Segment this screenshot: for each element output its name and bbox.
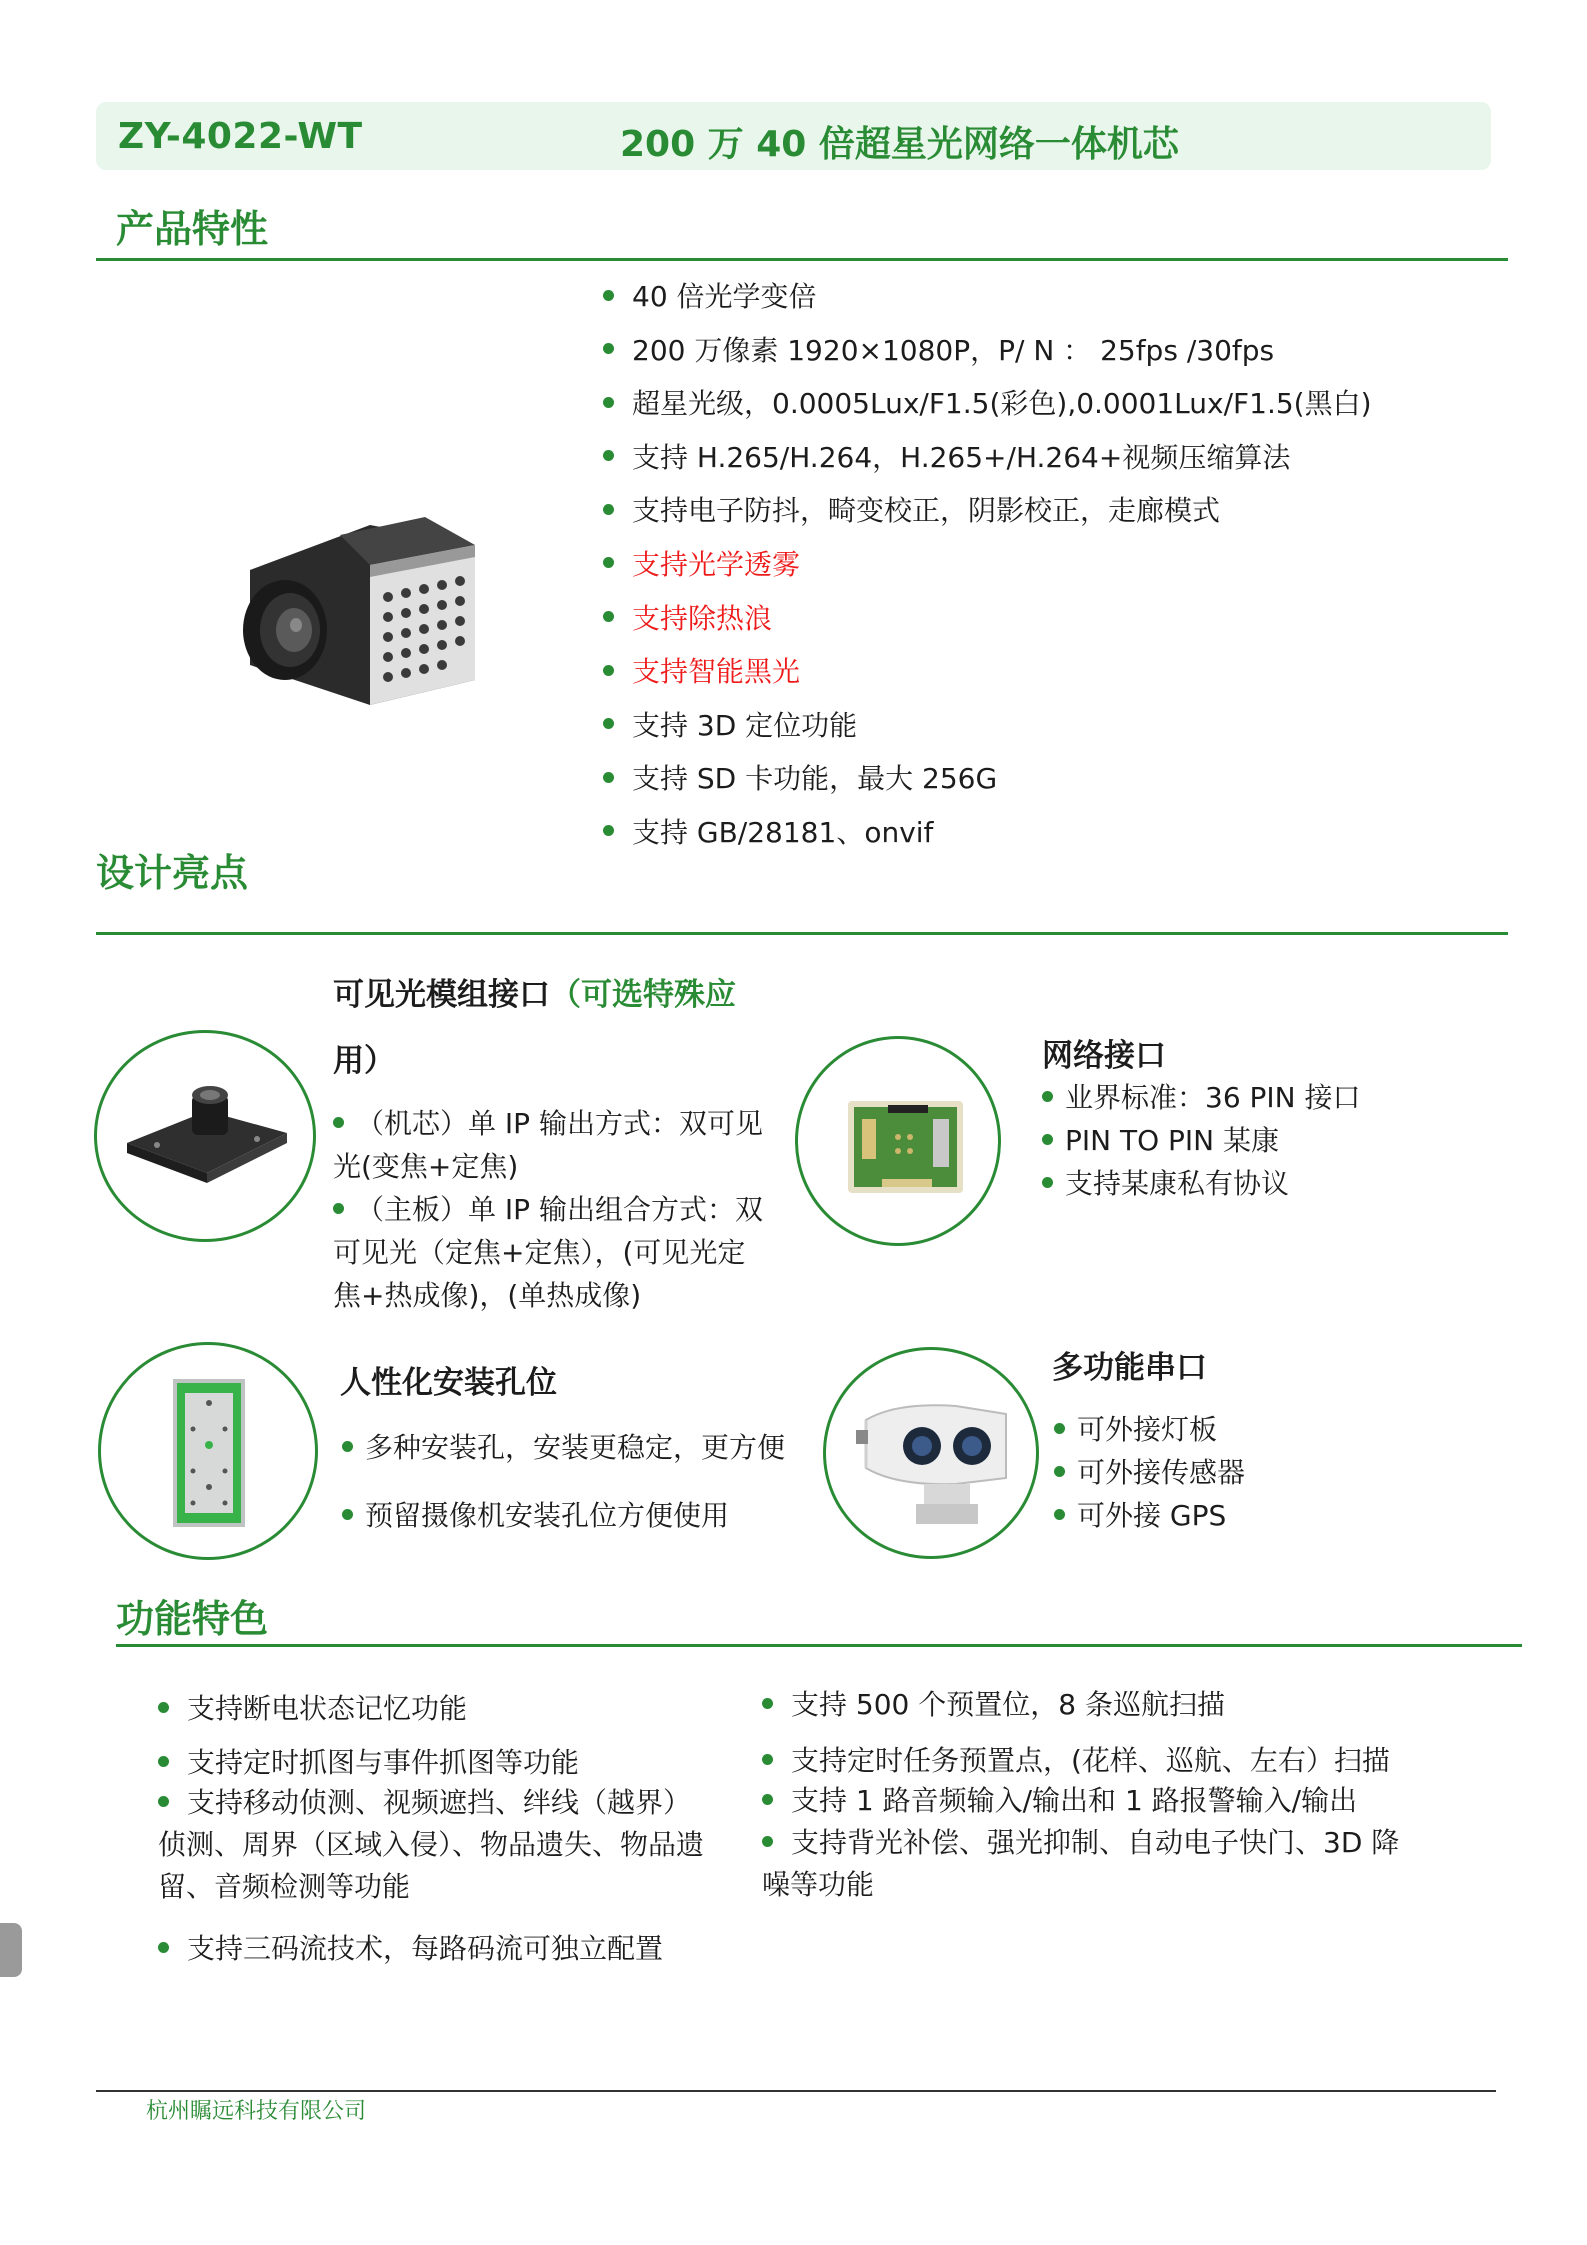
- feature-item: [603, 812, 1372, 866]
- bullet-icon: [603, 290, 614, 301]
- bullet-icon: [1042, 1177, 1053, 1188]
- mounting-item: [342, 1494, 812, 1537]
- visible-module-note: （可选特殊应: [550, 977, 736, 1013]
- function-item-text: 支持三码流技术，每路码流可独立配置: [187, 1932, 664, 1965]
- section-title-features: 产品特性: [116, 207, 269, 251]
- bullet-icon: [1054, 1509, 1065, 1520]
- visible-module-line: 可见光（定焦+定焦），(可见光定: [333, 1236, 746, 1269]
- feature-item: [603, 651, 1372, 705]
- function-item: [762, 1822, 1399, 1864]
- feature-text-highlight: 支持智能黑光: [632, 655, 801, 689]
- feature-text: 支持电子防抖，畸变校正，阴影校正，走廊模式: [632, 494, 1221, 528]
- function-item-text: 支持移动侦测、视频遮挡、绊线（越界）: [187, 1786, 692, 1819]
- network-item: [1042, 1119, 1462, 1162]
- function-item-text: 支持定时任务预置点，(花样、巡航、左右）扫描: [791, 1744, 1390, 1777]
- bullet-icon: [333, 1117, 344, 1128]
- mounting-item: [342, 1426, 812, 1494]
- bullet-icon: [158, 1702, 169, 1713]
- feature-item: [603, 276, 1372, 330]
- visible-module-note-cont: 用）: [333, 1043, 395, 1079]
- visible-module-line-text: （主板）单 IP 输出组合方式：双: [356, 1193, 763, 1226]
- feature-item: [603, 490, 1372, 544]
- mounting-title: 人性化安装孔位: [340, 1365, 557, 1401]
- network-item-text: 业界标准：36 PIN 接口: [1065, 1081, 1361, 1114]
- function-item: [158, 1782, 691, 1824]
- mounting-circle: [98, 1342, 318, 1560]
- feature-item: [603, 758, 1372, 812]
- feature-text: 超星光级，0.0005Lux/F1.5(彩色),0.0001Lux/F1.5(黑白): [632, 387, 1372, 421]
- feature-text-highlight: 支持除热浪: [632, 601, 773, 635]
- feature-item: [603, 544, 1372, 598]
- section-title-design: 设计亮点: [96, 851, 249, 895]
- network-list: [1042, 1076, 1462, 1205]
- mounting-list: [342, 1426, 812, 1537]
- function-item-text: 支持 1 路音频输入/输出和 1 路报警输入/输出: [791, 1784, 1358, 1817]
- function-item-text: 支持定时抓图与事件抓图等功能: [187, 1746, 580, 1779]
- bullet-icon: [603, 450, 614, 461]
- bullet-icon: [762, 1794, 773, 1805]
- interface-board-image: [798, 1039, 998, 1243]
- bullet-icon: [603, 611, 614, 622]
- network-item-text: 支持某康私有协议: [1065, 1167, 1290, 1200]
- visible-module-line-text: （机芯）单 IP 输出方式：双可见: [356, 1107, 763, 1140]
- network-item-text: PIN TO PIN 某康: [1065, 1124, 1280, 1157]
- bullet-icon: [603, 557, 614, 568]
- feature-text: 支持 GB/28181、onvif: [632, 815, 934, 849]
- function-item-cont: 留、音频检测等功能: [158, 1870, 411, 1903]
- bullet-icon: [1042, 1134, 1053, 1145]
- mounting-plate-image: [101, 1345, 315, 1557]
- bullet-icon: [1054, 1466, 1065, 1477]
- footer-rule: [96, 2090, 1496, 2092]
- feature-text-highlight: 支持光学透雾: [632, 547, 801, 581]
- bullet-icon: [603, 825, 614, 836]
- feature-text: 支持 3D 定位功能: [632, 708, 858, 742]
- feature-item: [603, 383, 1372, 437]
- product-title: 200 万 40 倍超星光网络一体机芯: [620, 124, 1179, 165]
- mounting-item-text: 预留摄像机安装孔位方便使用: [365, 1499, 730, 1532]
- network-title: 网络接口: [1042, 1038, 1166, 1074]
- serial-item-text: 可外接 GPS: [1077, 1499, 1227, 1532]
- bullet-icon: [603, 397, 614, 408]
- bullet-icon: [333, 1203, 344, 1214]
- serial-circle: [823, 1347, 1039, 1559]
- serial-title: 多功能串口: [1052, 1350, 1207, 1386]
- bullet-icon: [603, 504, 614, 515]
- serial-item-text: 可外接传感器: [1077, 1456, 1246, 1489]
- bullet-icon: [603, 718, 614, 729]
- board-camera-image: [97, 1033, 313, 1239]
- function-item-cont: 侦测、周界（区域入侵）、物品遗失、物品遗: [158, 1828, 705, 1861]
- bullet-icon: [342, 1509, 353, 1520]
- section-rule: [96, 258, 1508, 261]
- visible-module-title-text: 可见光模组接口: [333, 977, 550, 1013]
- function-item: [762, 1740, 1390, 1782]
- ptz-camera-image: [826, 1350, 1036, 1556]
- bullet-icon: [158, 1756, 169, 1767]
- visible-module-line: 光(变焦+定焦): [333, 1150, 519, 1183]
- section-rule: [116, 1644, 1522, 1647]
- bullet-icon: [603, 665, 614, 676]
- camera-module-image: [230, 505, 490, 710]
- bullet-icon: [762, 1698, 773, 1709]
- function-item-text: 支持背光补偿、强光抑制、自动电子快门、3D 降: [791, 1826, 1400, 1859]
- feature-item: [603, 598, 1372, 652]
- bullet-icon: [158, 1942, 169, 1953]
- function-item-cont: 噪等功能: [762, 1868, 875, 1901]
- mounting-item-text: 多种安装孔，安装更稳定，更方便: [365, 1431, 786, 1464]
- feature-text: 40 倍光学变倍: [632, 280, 817, 313]
- feature-list: [603, 276, 1372, 866]
- feature-item: [603, 705, 1372, 759]
- network-item: [1042, 1162, 1462, 1205]
- feature-item: [603, 330, 1372, 384]
- visible-module-circle: [94, 1030, 316, 1242]
- bullet-icon: [342, 1441, 353, 1452]
- serial-item-text: 可外接灯板: [1077, 1413, 1218, 1446]
- section-rule: [96, 932, 1508, 935]
- bullet-icon: [762, 1754, 773, 1765]
- function-item: [762, 1780, 1357, 1822]
- serial-item: [1054, 1451, 1434, 1494]
- function-item: [158, 1742, 579, 1784]
- feature-text: 支持 SD 卡功能，最大 256G: [632, 762, 998, 796]
- visible-module-line: 焦+热成像)，(单热成像): [333, 1279, 642, 1312]
- function-item: [762, 1684, 1225, 1726]
- function-item: [158, 1688, 467, 1730]
- feature-text: 支持 H.265/H.264，H.265+/H.264+视频压缩算法: [632, 440, 1291, 474]
- visible-module-text: [333, 1102, 773, 1317]
- function-item: [158, 1928, 663, 1970]
- bullet-icon: [603, 772, 614, 783]
- serial-item: [1054, 1408, 1434, 1451]
- bullet-icon: [762, 1836, 773, 1847]
- serial-item: [1054, 1494, 1434, 1537]
- visible-module-title: [333, 969, 736, 1014]
- feature-item: [603, 437, 1372, 491]
- section-title-functions: 功能特色: [116, 1597, 269, 1641]
- footer-company: 杭州瞩远科技有限公司: [146, 2099, 367, 2124]
- bullet-icon: [1042, 1091, 1053, 1102]
- network-item: [1042, 1076, 1462, 1119]
- bullet-icon: [1054, 1423, 1065, 1434]
- visible-module-line: [333, 1188, 773, 1231]
- bullet-icon: [158, 1796, 169, 1807]
- function-item-text: 支持断电状态记忆功能: [187, 1692, 468, 1725]
- feature-text: 200 万像素 1920×1080P，P/ N ： 25fps /30fps: [632, 333, 1275, 367]
- network-circle: [795, 1036, 1001, 1246]
- visible-module-line: [333, 1102, 773, 1145]
- function-item-text: 支持 500 个预置位，8 条巡航扫描: [791, 1688, 1225, 1721]
- model-number: ZY-4022-WT: [118, 116, 363, 157]
- page-tab: [0, 1923, 22, 1977]
- serial-list: [1054, 1408, 1434, 1537]
- bullet-icon: [603, 343, 614, 354]
